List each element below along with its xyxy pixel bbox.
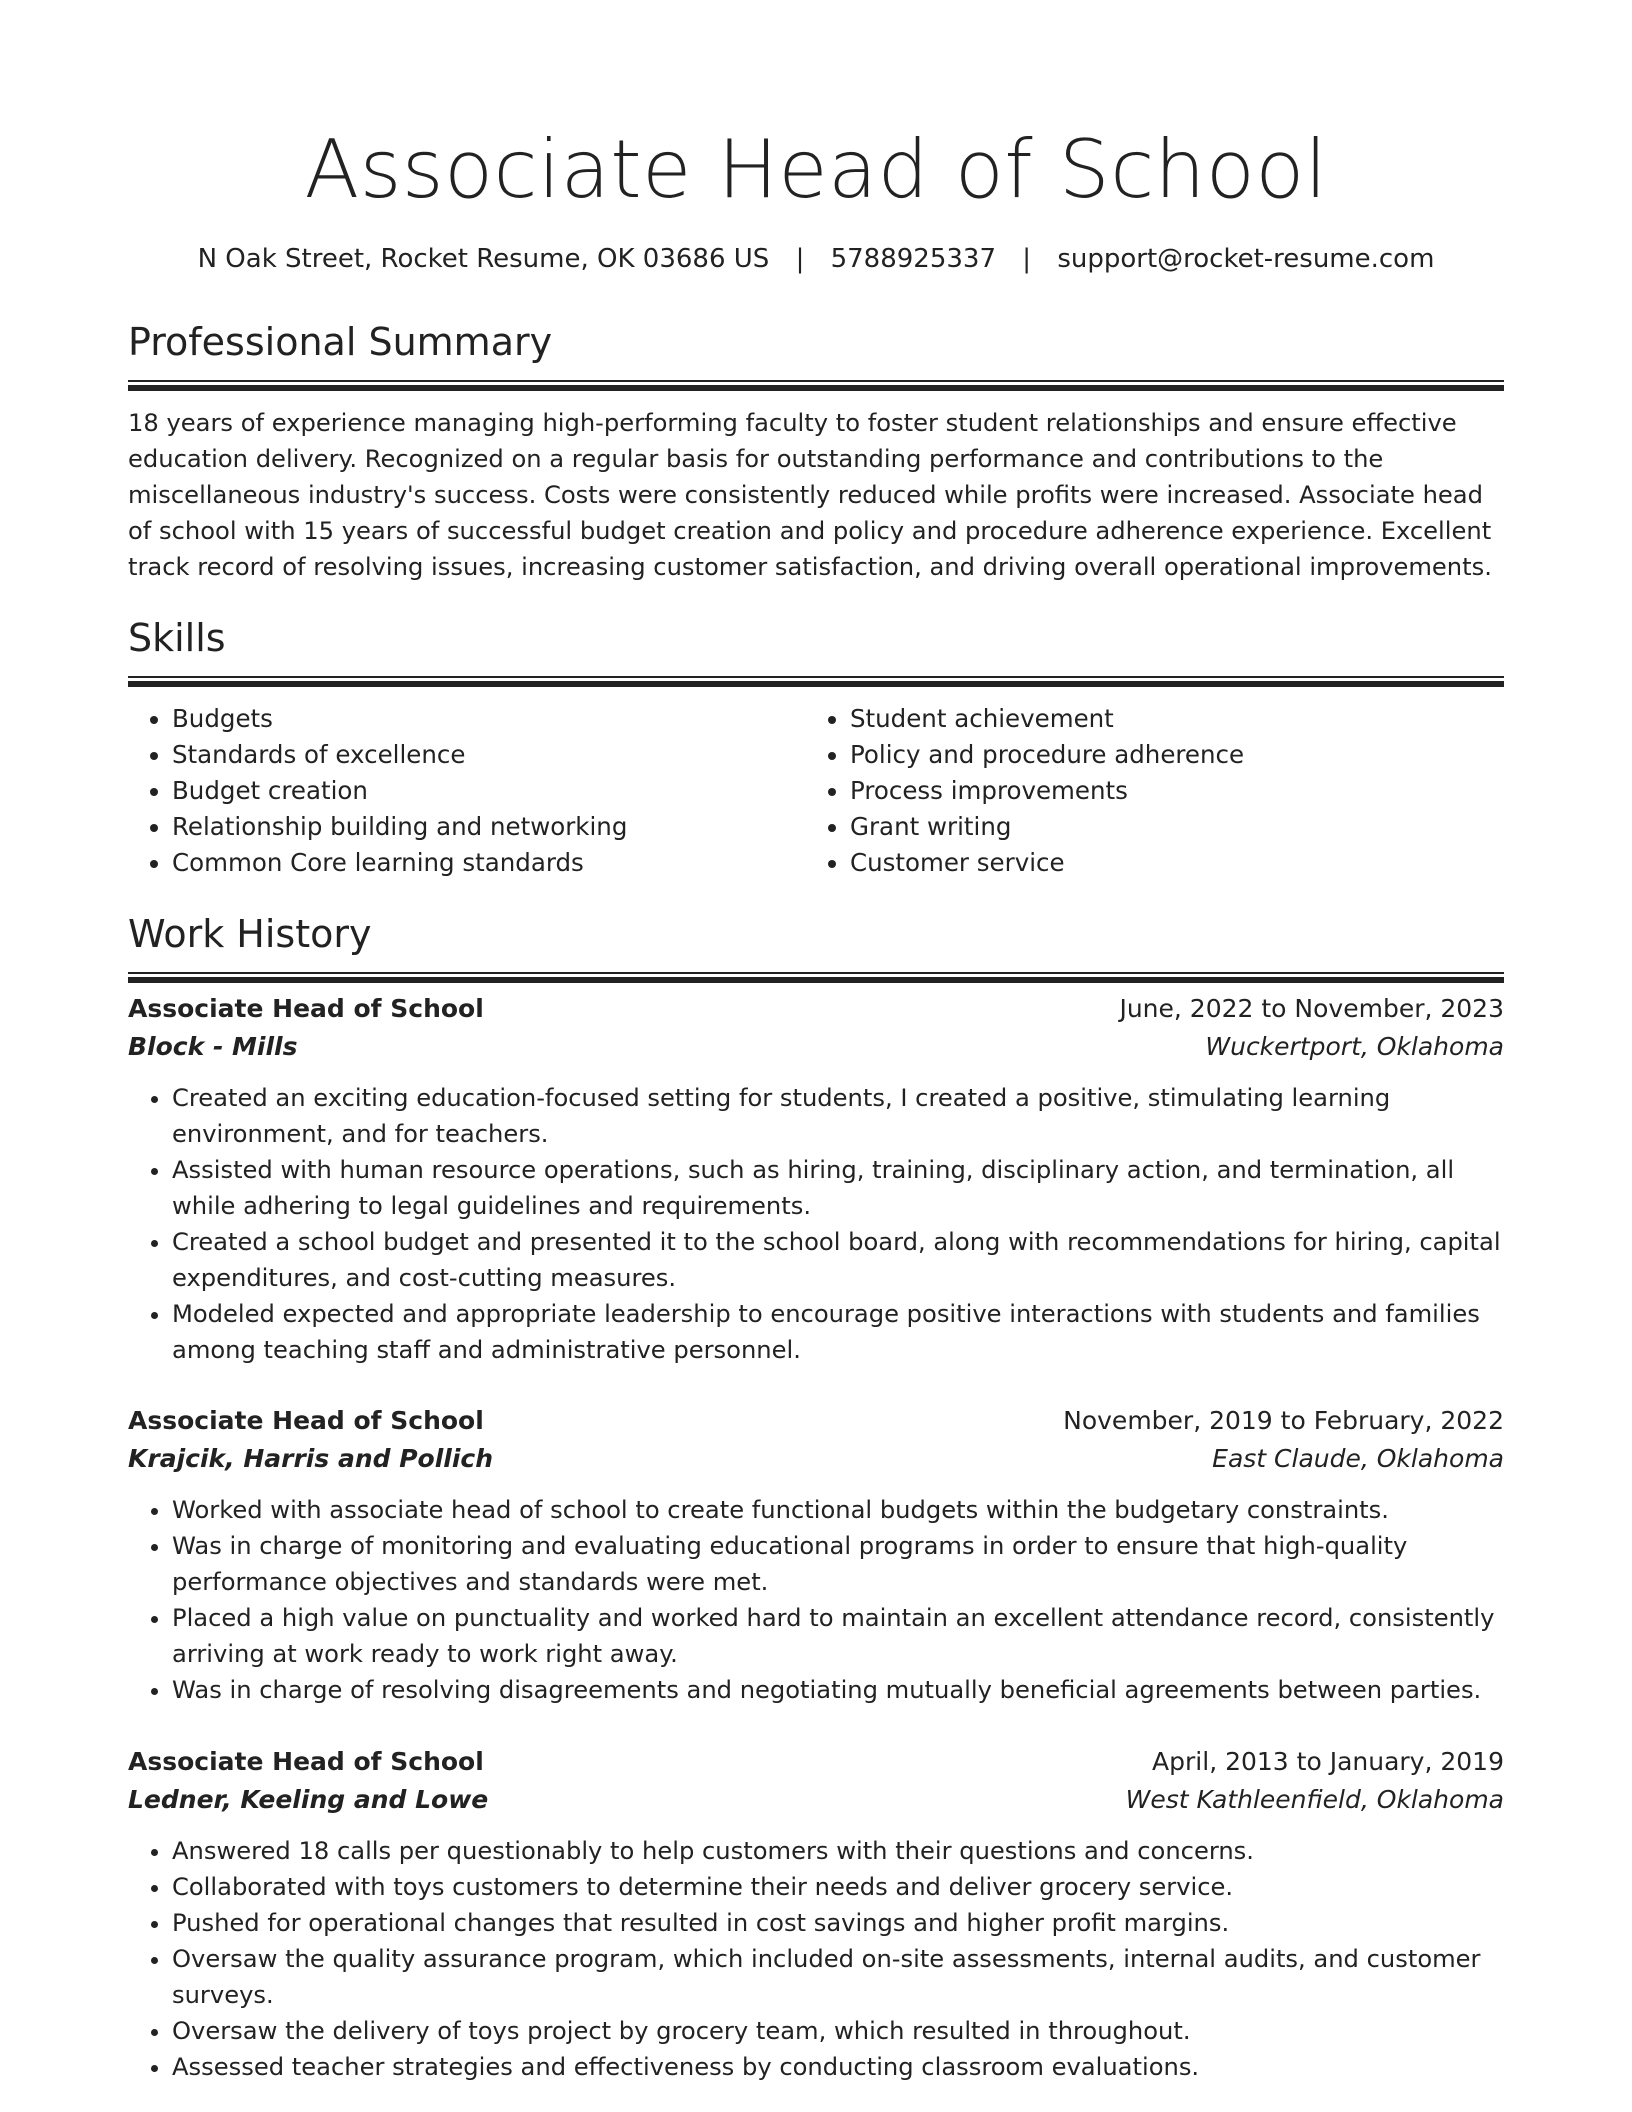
job-bullets	[128, 1080, 1504, 1368]
job-company: Ledner, Keeling and Lowe	[128, 1785, 489, 1814]
resume-page	[128, 0, 1504, 2081]
job-company: Block - Mills	[128, 1032, 298, 1061]
job-entry	[128, 990, 1504, 1368]
skill-item: • Budget creation	[172, 773, 806, 809]
job-header-row	[128, 990, 1504, 1028]
contact-phone: 5788925337	[830, 244, 997, 274]
skill-item: • Grant writing	[850, 809, 1484, 845]
skill-item: • Policy and procedure adherence	[850, 737, 1484, 773]
job-bullet: • Created a school budget and presented it to the school board, along with recommendations for hiring, capital expenditures, and cost-cutting measures.	[172, 1224, 1504, 1296]
job-location: West Kathleenfield, Oklahoma	[1125, 1785, 1504, 1814]
job-bullet: • Oversaw the quality assurance program, which included on-site assessments, internal audits, and customer surveys.	[172, 1941, 1504, 2013]
job-bullet: • Answered 18 calls per questionably to help customers with their questions and concerns.	[172, 1833, 1504, 1869]
skill-item: • Process improvements	[850, 773, 1484, 809]
job-company: Krajcik, Harris and Pollich	[128, 1444, 494, 1473]
summary-section	[128, 318, 1504, 585]
job-entry	[128, 1743, 1504, 2085]
skills-heading: Skills	[128, 616, 226, 660]
job-entry	[128, 1402, 1504, 1708]
contact-address: N Oak Street, Rocket Resume, OK 03686 US	[197, 244, 770, 274]
job-header-row	[128, 1402, 1504, 1440]
summary-heading: Professional Summary	[128, 320, 553, 364]
job-bullet: • Assessed teacher strategies and effectiveness by conducting classroom evaluations.	[172, 2049, 1504, 2085]
job-company-row	[128, 1028, 1504, 1066]
job-bullets	[128, 1492, 1504, 1708]
job-title: Associate Head of School	[128, 994, 484, 1023]
job-bullet: • Worked with associate head of school to create functional budgets within the budgetary constraints.	[172, 1492, 1504, 1528]
job-dates: April, 2013 to January, 2019	[1152, 1747, 1504, 1776]
section-divider	[128, 676, 1504, 687]
skills-list-right	[806, 701, 1484, 881]
work-history-section	[128, 910, 1504, 2081]
job-header-row	[128, 1743, 1504, 1781]
skill-item: • Customer service	[850, 845, 1484, 881]
job-title: Associate Head of School	[128, 1747, 484, 1776]
job-bullet: • Pushed for operational changes that resulted in cost savings and higher profit margins.	[172, 1905, 1504, 1941]
job-bullets	[128, 1833, 1504, 2085]
job-bullet: • Created an exciting education-focused setting for students, I created a positive, stimulating learning environment, and for teachers.	[172, 1080, 1504, 1152]
skills-list-left	[128, 701, 806, 881]
job-location: East Claude, Oklahoma	[1212, 1444, 1504, 1473]
job-bullet: • Oversaw the delivery of toys project by grocery team, which resulted in throughout.	[172, 2013, 1504, 2049]
contact-email: support@rocket-resume.com	[1057, 244, 1435, 274]
skills-section	[128, 614, 1504, 881]
job-bullet: • Collaborated with toys customers to determine their needs and deliver grocery service.	[172, 1869, 1504, 1905]
job-dates: November, 2019 to February, 2022	[1063, 1406, 1504, 1435]
skills-columns	[128, 701, 1504, 881]
skill-item: • Budgets	[172, 701, 806, 737]
job-bullet: • Was in charge of monitoring and evaluating educational programs in order to ensure that high-quality performance objectives and standards were met.	[172, 1528, 1504, 1600]
job-bullet: • Was in charge of resolving disagreements and negotiating mutually beneficial agreements between parties.	[172, 1672, 1504, 1708]
contact-separator: |	[795, 244, 805, 274]
job-bullet: • Modeled expected and appropriate leadership to encourage positive interactions with students and families among teaching staff and administrative personnel.	[172, 1296, 1504, 1368]
section-divider	[128, 380, 1504, 391]
section-divider	[128, 972, 1504, 983]
summary-text: 18 years of experience managing high-performing faculty to foster student relationships and ensure effective education delivery. Recognized on a regular basis for outstanding performance and contributions to the miscellaneous industry's success. Costs were consistently reduced while profits were increased. Associate head of school with 15 years of successful budget creation and policy and procedure adherence experience. Excellent track record of resolving issues, increasing customer satisfaction, and driving overall operational improvements.	[128, 409, 1492, 581]
job-company-row	[128, 1781, 1504, 1819]
job-company-row	[128, 1440, 1504, 1478]
contact-separator: |	[1022, 244, 1032, 274]
resume-name: Associate Head of School	[304, 123, 1328, 216]
skill-item: • Standards of excellence	[172, 737, 806, 773]
job-bullet: • Placed a high value on punctuality and worked hard to maintain an excellent attendance record, consistently arriving at work ready to work right away.	[172, 1600, 1504, 1672]
job-location: Wuckertport, Oklahoma	[1205, 1032, 1504, 1061]
skill-item: • Common Core learning standards	[172, 845, 806, 881]
skill-item: • Student achievement	[850, 701, 1484, 737]
job-title: Associate Head of School	[128, 1406, 484, 1435]
work-history-heading: Work History	[128, 912, 372, 956]
skill-item: • Relationship building and networking	[172, 809, 806, 845]
job-dates: June, 2022 to November, 2023	[1119, 994, 1504, 1023]
contact-line	[128, 242, 1504, 276]
job-bullet: • Assisted with human resource operations, such as hiring, training, disciplinary action, and termination, all while adhering to legal guidelines and requirements.	[172, 1152, 1504, 1224]
